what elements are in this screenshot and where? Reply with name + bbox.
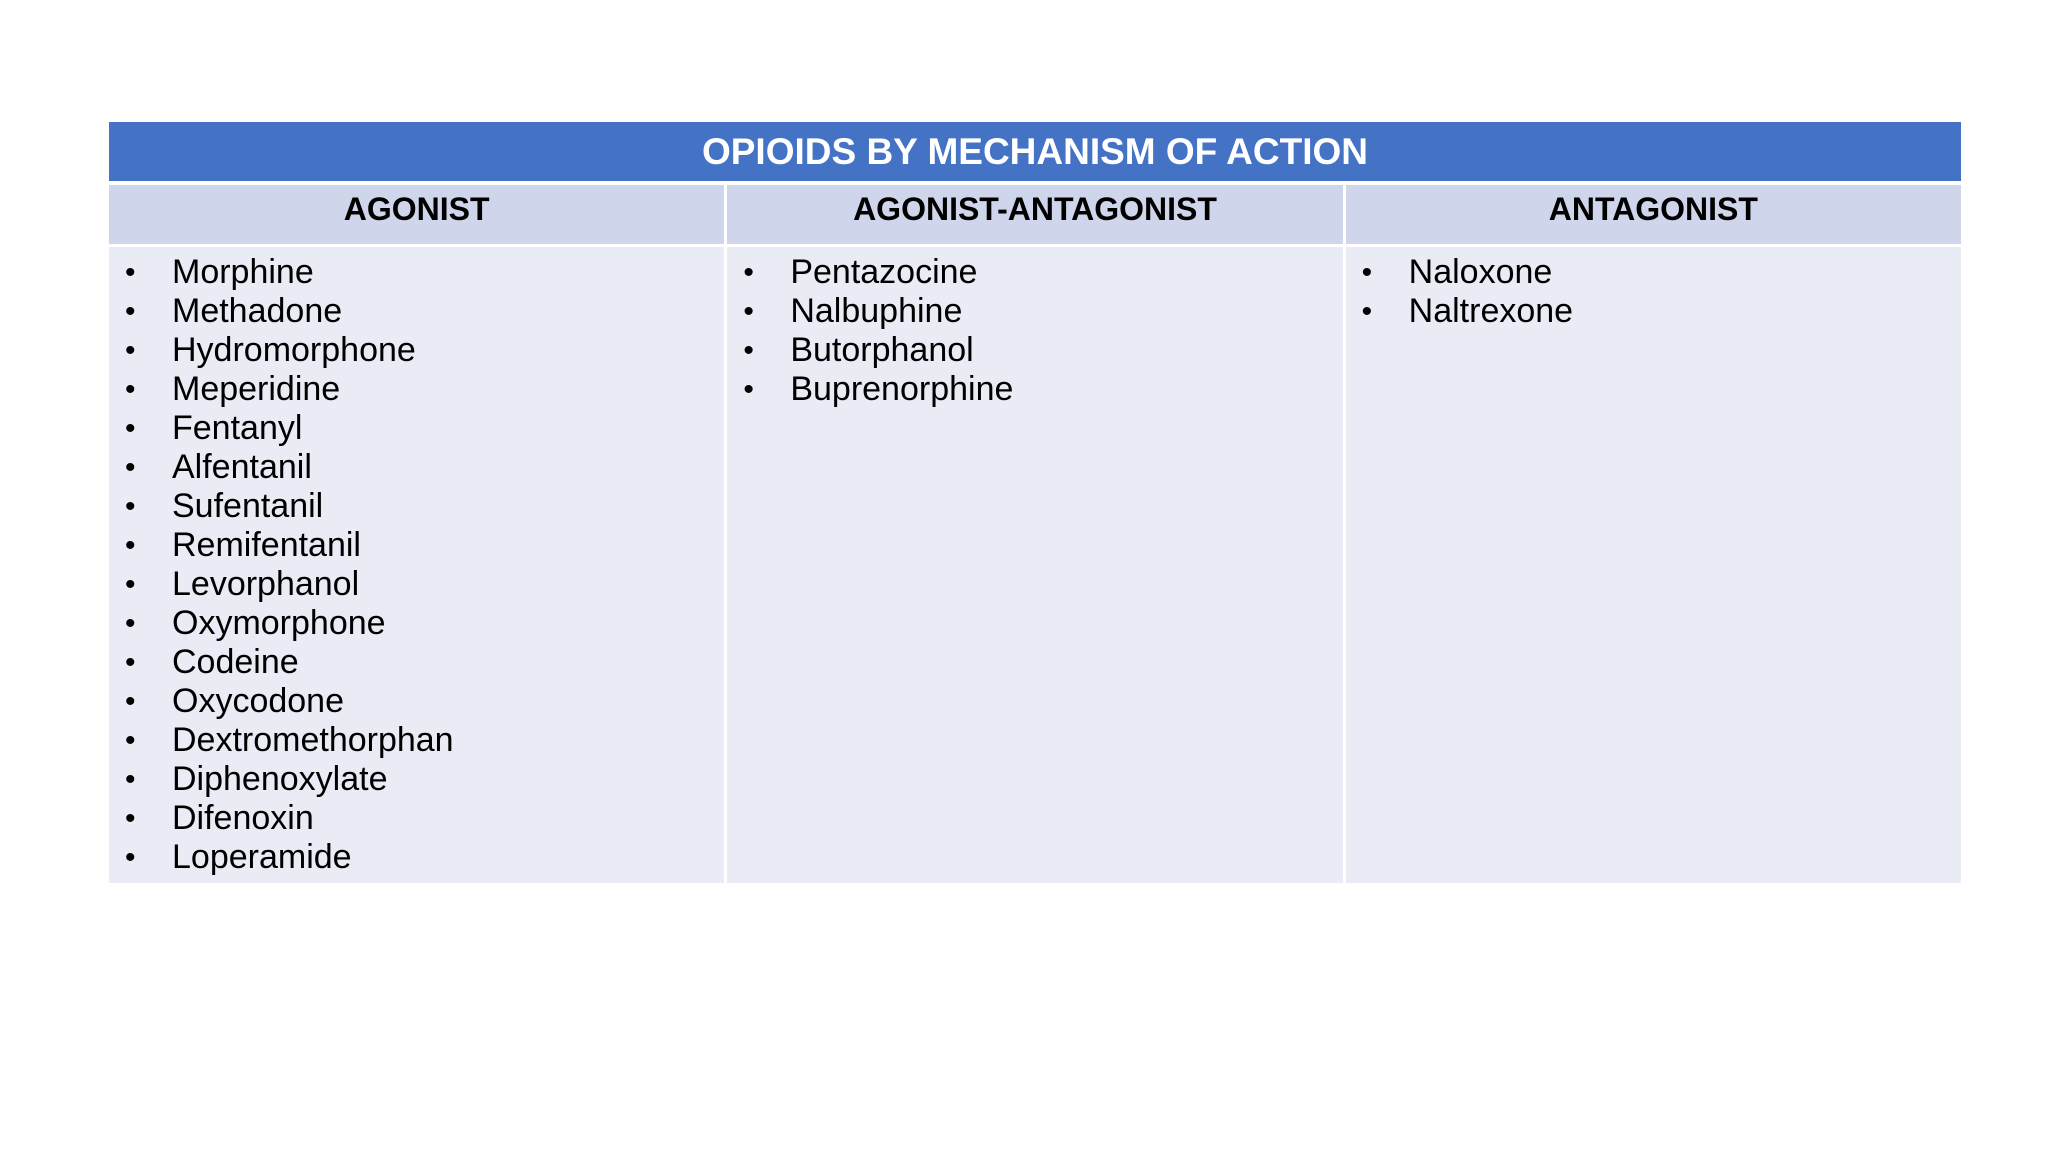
bullet-icon: •: [125, 685, 136, 718]
bullet-icon: •: [743, 373, 754, 406]
bullet-icon: •: [125, 568, 136, 601]
drug-name: Levorphanol: [172, 565, 360, 603]
bullet-icon: •: [125, 841, 136, 874]
header-antagonist: ANTAGONIST: [1346, 185, 1961, 244]
header-agonist: AGONIST: [109, 185, 724, 244]
list-item: [109, 604, 724, 643]
list-item: [109, 643, 724, 682]
agonist-cell: [109, 247, 724, 883]
header-agonist-antagonist: AGONIST-ANTAGONIST: [727, 185, 1342, 244]
list-item: [109, 799, 724, 838]
bullet-icon: •: [125, 451, 136, 484]
list-item: [727, 370, 1342, 409]
list-item: [109, 448, 724, 487]
drug-name: Buprenorphine: [790, 370, 1014, 408]
list-item: [1346, 253, 1961, 292]
list-item: [727, 253, 1342, 292]
list-item: [109, 760, 724, 799]
drug-name: Methadone: [172, 292, 343, 330]
antagonist-list: [1346, 253, 1961, 331]
bullet-icon: •: [125, 334, 136, 367]
list-item: [109, 838, 724, 877]
drug-name: Meperidine: [172, 370, 341, 408]
bullet-icon: •: [125, 412, 136, 445]
drug-name: Naltrexone: [1408, 292, 1574, 330]
drug-name: Fentanyl: [172, 409, 303, 447]
list-item: [109, 370, 724, 409]
list-item: [727, 331, 1342, 370]
bullet-icon: •: [125, 646, 136, 679]
list-item: [109, 331, 724, 370]
bullet-icon: •: [125, 490, 136, 523]
bullet-icon: •: [125, 724, 136, 757]
drug-name: Diphenoxylate: [172, 760, 388, 798]
list-item: [109, 682, 724, 721]
bullet-icon: •: [125, 256, 136, 289]
bullet-icon: •: [743, 334, 754, 367]
list-item: [109, 253, 724, 292]
drug-name: Butorphanol: [790, 331, 974, 369]
list-item: [109, 526, 724, 565]
drug-name: Sufentanil: [172, 487, 324, 525]
body-row: [109, 247, 1961, 883]
antagonist-cell: [1346, 247, 1961, 883]
drug-name: Difenoxin: [172, 799, 314, 837]
header-row: [109, 185, 1961, 244]
agonist-list: [109, 253, 724, 877]
drug-name: Hydromorphone: [172, 331, 416, 369]
drug-name: Nalbuphine: [790, 292, 963, 330]
agonist-antagonist-list: [727, 253, 1342, 409]
list-item: [727, 292, 1342, 331]
bullet-icon: •: [743, 256, 754, 289]
list-item: [109, 487, 724, 526]
list-item: [109, 409, 724, 448]
list-item: [109, 721, 724, 760]
drug-name: Codeine: [172, 643, 299, 681]
drug-name: Naloxone: [1408, 253, 1553, 291]
drug-name: Remifentanil: [172, 526, 361, 564]
drug-name: Morphine: [172, 253, 314, 291]
bullet-icon: •: [1361, 256, 1373, 289]
drug-name: Alfentanil: [172, 448, 312, 486]
opioid-table: [109, 122, 1961, 883]
drug-name: Pentazocine: [790, 253, 978, 291]
bullet-icon: •: [125, 295, 136, 328]
agonist-antagonist-cell: [727, 247, 1342, 883]
bullet-icon: •: [125, 802, 136, 835]
list-item: [1346, 292, 1961, 331]
drug-name: Loperamide: [172, 838, 352, 876]
bullet-icon: •: [1361, 295, 1373, 328]
list-item: [109, 565, 724, 604]
list-item: [109, 292, 724, 331]
bullet-icon: •: [743, 295, 754, 328]
drug-name: Oxymorphone: [172, 604, 386, 642]
bullet-icon: •: [125, 373, 136, 406]
table-title: OPIOIDS BY MECHANISM OF ACTION: [109, 122, 1961, 181]
bullet-icon: •: [125, 763, 136, 796]
bullet-icon: •: [125, 529, 136, 562]
drug-name: Dextromethorphan: [172, 721, 454, 759]
drug-name: Oxycodone: [172, 682, 344, 720]
bullet-icon: •: [125, 607, 136, 640]
